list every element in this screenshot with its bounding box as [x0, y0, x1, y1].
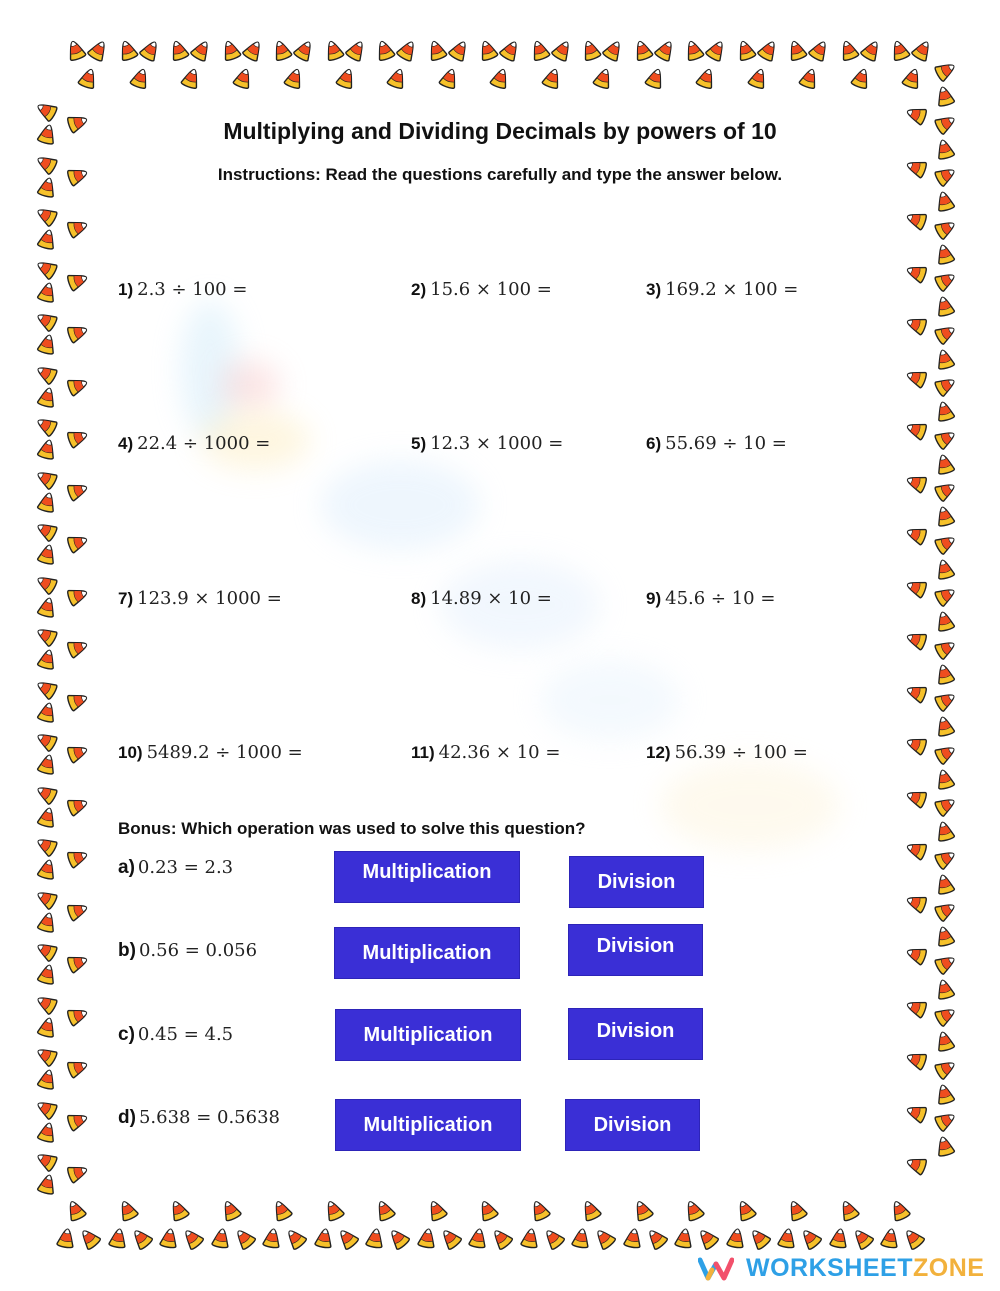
question-expression: 5489.2 ÷ 1000 = — [146, 742, 303, 763]
logo-text-worksheet: WORKSHEET — [746, 1254, 913, 1282]
instructions: Instructions: Read the questions carefully and type the answer below. — [217, 165, 783, 184]
candy-corn-icon — [749, 1228, 771, 1250]
candy-corn-icon — [66, 847, 88, 869]
candy-corn-icon — [934, 1110, 956, 1132]
candy-corn-icon — [283, 68, 305, 90]
question-expression: 55.69 ÷ 10 = — [665, 433, 787, 454]
question-4 — [118, 432, 270, 455]
candy-corn-icon — [36, 282, 58, 304]
candy-corn-icon — [906, 262, 928, 284]
candy-corn-icon — [438, 68, 460, 90]
candy-corn-icon — [934, 270, 956, 292]
candy-corn-icon — [66, 532, 88, 554]
candy-corn-icon — [808, 40, 830, 62]
candy-corn-icon — [906, 682, 928, 704]
bonus-question-b — [118, 940, 257, 962]
candy-corn-icon — [66, 427, 88, 449]
candy-corn-icon — [934, 401, 956, 423]
candy-corn-icon — [934, 979, 956, 1001]
candy-corn-icon — [889, 40, 911, 62]
candy-corn-icon — [293, 40, 315, 62]
candy-corn-icon — [592, 68, 614, 90]
candy-corn-icon — [323, 1200, 345, 1222]
bonus-c-multiplication-button[interactable]: Multiplication — [335, 1009, 521, 1061]
question-10 — [118, 741, 303, 764]
candy-corn-icon — [66, 375, 88, 397]
candy-corn-icon — [388, 1228, 410, 1250]
question-expression: 15.6 × 100 = — [430, 279, 552, 300]
candy-corn-icon — [695, 68, 717, 90]
worksheetzone-logo — [698, 1254, 984, 1283]
candy-corn-icon — [36, 439, 58, 461]
candy-corn-icon — [543, 1228, 565, 1250]
candy-corn-icon — [580, 1200, 602, 1222]
candy-corn-icon — [800, 1228, 822, 1250]
bonus-a-multiplication-button[interactable]: Multiplication — [334, 851, 520, 903]
candy-corn-icon — [271, 1200, 293, 1222]
bonus-question-expression: 0.45 = 4.5 — [137, 1024, 234, 1045]
candy-corn-icon — [386, 68, 408, 90]
candy-corn-icon — [36, 1174, 58, 1196]
bonus-b-multiplication-button[interactable]: Multiplication — [334, 927, 520, 979]
question-12 — [646, 741, 808, 764]
candy-corn-icon — [934, 926, 956, 948]
bonus-b-division-button[interactable]: Division — [568, 924, 703, 976]
candy-corn-icon — [852, 1228, 874, 1250]
candy-corn-icon — [168, 1200, 190, 1222]
candy-corn-icon — [168, 40, 190, 62]
candy-corn-icon — [906, 367, 928, 389]
candy-corn-icon — [36, 940, 58, 962]
candy-corn-icon — [906, 629, 928, 651]
question-number: 7) — [118, 589, 134, 608]
candy-corn-icon — [345, 40, 367, 62]
candy-corn-icon — [491, 1228, 513, 1250]
candy-corn-icon — [66, 637, 88, 659]
candy-corn-icon — [934, 191, 956, 213]
candy-corn-icon — [158, 1228, 180, 1250]
candy-corn-icon — [934, 349, 956, 371]
candy-corn-icon — [934, 244, 956, 266]
candy-corn-icon — [934, 716, 956, 738]
candy-corn-icon — [66, 1057, 88, 1079]
candy-corn-icon — [570, 1228, 592, 1250]
candy-corn-icon — [36, 1122, 58, 1144]
candy-corn-icon — [901, 68, 923, 90]
candy-corn-icon — [66, 1110, 88, 1132]
candy-corn-icon — [906, 1049, 928, 1071]
candy-corn-icon — [838, 40, 860, 62]
candy-corn-icon — [776, 1228, 798, 1250]
candy-corn-icon — [906, 1102, 928, 1124]
candy-corn-icon — [906, 892, 928, 914]
candy-corn-icon — [725, 1228, 747, 1250]
candy-corn-icon — [529, 40, 551, 62]
question-number: 11) — [411, 743, 435, 762]
candy-corn-icon — [673, 1228, 695, 1250]
candy-corn-icon — [66, 480, 88, 502]
question-expression: 12.3 × 1000 = — [430, 433, 564, 454]
question-expression: 56.39 ÷ 100 = — [674, 742, 808, 763]
candy-corn-icon — [77, 68, 99, 90]
question-number: 5) — [411, 434, 427, 453]
question-expression: 2.3 ÷ 100 = — [137, 279, 248, 300]
candy-corn-icon — [36, 678, 58, 700]
candy-corn-icon — [632, 1200, 654, 1222]
candy-corn-icon — [66, 900, 88, 922]
candy-corn-icon — [36, 387, 58, 409]
candy-corn-icon — [36, 964, 58, 986]
candy-corn-icon — [416, 1228, 438, 1250]
question-number: 2) — [411, 280, 427, 299]
candy-corn-icon — [906, 734, 928, 756]
bonus-question-label: a) — [118, 857, 135, 878]
candy-corn-icon — [182, 1228, 204, 1250]
candy-corn-icon — [683, 40, 705, 62]
candy-corn-icon — [36, 573, 58, 595]
question-expression: 22.4 ÷ 1000 = — [137, 433, 271, 454]
candy-corn-icon — [934, 638, 956, 660]
bonus-question-label: c) — [118, 1024, 135, 1045]
question-number: 8) — [411, 589, 427, 608]
candy-corn-icon — [374, 1200, 396, 1222]
candy-corn-icon — [117, 1200, 139, 1222]
question-2 — [411, 278, 552, 301]
candy-corn-icon — [36, 730, 58, 752]
candy-corn-icon — [860, 40, 882, 62]
candy-corn-icon — [705, 40, 727, 62]
candy-corn-icon — [36, 334, 58, 356]
candy-corn-icon — [210, 1228, 232, 1250]
bonus-question-a — [118, 857, 233, 879]
candy-corn-icon — [66, 270, 88, 292]
candy-corn-icon — [906, 472, 928, 494]
candy-corn-icon — [934, 506, 956, 528]
candy-corn-icon — [467, 1228, 489, 1250]
candy-corn-icon — [934, 559, 956, 581]
page-title: Multiplying and Dividing Decimals by powers of 10 — [223, 118, 777, 144]
candy-corn-icon — [934, 323, 956, 345]
candy-corn-icon — [906, 524, 928, 546]
candy-corn-icon — [261, 1228, 283, 1250]
candy-corn-icon — [906, 944, 928, 966]
candy-corn-icon — [632, 40, 654, 62]
candy-corn-icon — [906, 577, 928, 599]
candy-corn-icon — [934, 848, 956, 870]
candy-corn-icon — [934, 690, 956, 712]
candy-corn-icon — [934, 428, 956, 450]
candy-corn-icon — [285, 1228, 307, 1250]
candy-corn-icon — [36, 1017, 58, 1039]
candy-corn-icon — [934, 1136, 956, 1158]
question-6 — [646, 432, 787, 455]
candy-corn-icon — [220, 40, 242, 62]
candy-corn-icon — [644, 68, 666, 90]
candy-corn-icon — [65, 40, 87, 62]
question-expression: 45.6 ÷ 10 = — [665, 588, 776, 609]
logo-text-zone: ZONE — [913, 1254, 985, 1282]
candy-corn-icon — [906, 419, 928, 441]
candy-corn-icon — [934, 743, 956, 765]
candy-corn-icon — [757, 40, 779, 62]
candy-corn-icon — [66, 952, 88, 974]
bonus-question-expression: 0.23 = 2.3 — [137, 857, 234, 878]
candy-corn-icon — [477, 1200, 499, 1222]
candy-corn-icon — [36, 363, 58, 385]
question-expression: 169.2 × 100 = — [665, 279, 799, 300]
candy-corn-icon — [448, 40, 470, 62]
candy-corn-icon — [36, 1069, 58, 1091]
bonus-a-division-button[interactable]: Division — [569, 856, 704, 908]
candy-corn-icon — [850, 68, 872, 90]
candy-corn-icon — [934, 1005, 956, 1027]
bonus-question-expression: 5.638 = 0.5638 — [138, 1107, 280, 1128]
candy-corn-icon — [364, 1228, 386, 1250]
candy-corn-icon — [36, 492, 58, 514]
candy-corn-icon — [934, 480, 956, 502]
candy-corn-icon — [934, 1058, 956, 1080]
candy-corn-icon — [36, 1150, 58, 1172]
candy-corn-icon — [477, 40, 499, 62]
question-8 — [411, 587, 552, 610]
candy-corn-icon — [190, 40, 212, 62]
candy-corn-icon — [396, 40, 418, 62]
candy-corn-icon — [622, 1228, 644, 1250]
candy-corn-icon — [36, 205, 58, 227]
candy-corn-icon — [735, 40, 757, 62]
candy-corn-icon — [271, 40, 293, 62]
candy-corn-icon — [36, 1098, 58, 1120]
candy-corn-icon — [36, 415, 58, 437]
candy-corn-icon — [36, 888, 58, 910]
candy-corn-icon — [646, 1228, 668, 1250]
candy-corn-icon — [36, 597, 58, 619]
candy-corn-icon — [828, 1228, 850, 1250]
bonus-d-multiplication-button[interactable]: Multiplication — [335, 1099, 521, 1151]
candy-corn-icon — [66, 795, 88, 817]
candy-corn-icon — [499, 40, 521, 62]
candy-corn-icon — [129, 68, 151, 90]
candy-corn-icon — [934, 664, 956, 686]
candy-corn-icon — [934, 1084, 956, 1106]
candy-corn-icon — [36, 258, 58, 280]
logo-w-icon — [698, 1256, 734, 1282]
candy-corn-icon — [66, 585, 88, 607]
question-1 — [118, 278, 247, 301]
candy-corn-icon — [36, 835, 58, 857]
candy-corn-icon — [337, 1228, 359, 1250]
candy-corn-icon — [426, 40, 448, 62]
candy-corn-icon — [131, 1228, 153, 1250]
candy-corn-icon — [786, 1200, 808, 1222]
question-number: 1) — [118, 280, 134, 299]
candy-corn-icon — [65, 1200, 87, 1222]
candy-corn-icon — [906, 314, 928, 336]
candy-corn-icon — [66, 742, 88, 764]
candy-corn-icon — [934, 795, 956, 817]
candy-corn-icon — [36, 783, 58, 805]
candy-corn-icon — [903, 1228, 925, 1250]
candy-corn-icon — [36, 544, 58, 566]
candy-corn-icon — [934, 821, 956, 843]
candy-corn-icon — [36, 702, 58, 724]
question-number: 9) — [646, 589, 662, 608]
candy-corn-icon — [180, 68, 202, 90]
candy-corn-icon — [79, 1228, 101, 1250]
candy-corn-icon — [934, 611, 956, 633]
question-7 — [118, 587, 282, 610]
candy-corn-icon — [117, 40, 139, 62]
candy-corn-icon — [440, 1228, 462, 1250]
candy-corn-icon — [747, 68, 769, 90]
candy-corn-icon — [934, 874, 956, 896]
question-expression: 14.89 × 10 = — [430, 588, 552, 609]
question-number: 10) — [118, 743, 143, 762]
candy-corn-icon — [66, 1005, 88, 1027]
candy-corn-icon — [580, 40, 602, 62]
candy-corn-icon — [36, 993, 58, 1015]
bonus-c-division-button[interactable]: Division — [568, 1008, 703, 1060]
candy-corn-icon — [66, 322, 88, 344]
candy-corn-icon — [519, 1228, 541, 1250]
candy-corn-icon — [66, 1162, 88, 1184]
candy-corn-icon — [36, 807, 58, 829]
candy-corn-icon — [602, 40, 624, 62]
candy-corn-icon — [36, 912, 58, 934]
candy-corn-icon — [529, 1200, 551, 1222]
candy-corn-icon — [36, 1045, 58, 1067]
candy-corn-icon — [66, 217, 88, 239]
candy-corn-icon — [36, 859, 58, 881]
candy-corn-icon — [66, 690, 88, 712]
candy-corn-icon — [36, 520, 58, 542]
question-number: 6) — [646, 434, 662, 453]
candy-corn-icon — [697, 1228, 719, 1250]
candy-corn-icon — [313, 1228, 335, 1250]
candy-corn-icon — [489, 68, 511, 90]
question-9 — [646, 587, 775, 610]
candy-corn-icon — [374, 40, 396, 62]
question-expression: 42.36 × 10 = — [438, 742, 561, 763]
candy-corn-icon — [906, 997, 928, 1019]
bonus-heading: Bonus: Which operation was used to solve this question? — [118, 819, 586, 838]
question-11 — [411, 741, 560, 764]
candy-corn-icon — [36, 754, 58, 776]
bonus-question-label: b) — [118, 940, 136, 961]
candy-corn-icon — [838, 1200, 860, 1222]
candy-corn-icon — [232, 68, 254, 90]
candy-corn-icon — [55, 1228, 77, 1250]
candy-corn-icon — [934, 585, 956, 607]
question-5 — [411, 432, 563, 455]
candy-corn-icon — [934, 218, 956, 240]
question-expression: 123.9 × 1000 = — [137, 588, 282, 609]
candy-corn-icon — [335, 68, 357, 90]
candy-corn-icon — [36, 649, 58, 671]
candy-corn-icon — [786, 40, 808, 62]
candy-corn-icon — [234, 1228, 256, 1250]
candy-corn-icon — [220, 1200, 242, 1222]
question-3 — [646, 278, 798, 301]
candy-corn-icon — [889, 1200, 911, 1222]
candy-corn-icon — [911, 40, 933, 62]
candy-corn-icon — [934, 86, 956, 108]
candy-corn-icon — [735, 1200, 757, 1222]
question-number: 4) — [118, 434, 134, 453]
candy-corn-icon — [551, 40, 573, 62]
candy-corn-icon — [654, 40, 676, 62]
candy-corn-icon — [107, 1228, 129, 1250]
candy-corn-icon — [36, 625, 58, 647]
candy-corn-icon — [87, 40, 109, 62]
bonus-question-c — [118, 1024, 233, 1046]
candy-corn-icon — [906, 839, 928, 861]
candy-corn-icon — [541, 68, 563, 90]
candy-corn-icon — [934, 900, 956, 922]
candy-corn-icon — [906, 209, 928, 231]
candy-corn-icon — [242, 40, 264, 62]
candy-corn-icon — [906, 1154, 928, 1176]
bonus-question-expression: 0.56 = 0.056 — [138, 940, 258, 961]
candy-corn-icon — [906, 787, 928, 809]
candy-corn-icon — [934, 953, 956, 975]
question-number: 3) — [646, 280, 662, 299]
bonus-d-division-button[interactable]: Division — [565, 1099, 700, 1151]
candy-corn-icon — [934, 296, 956, 318]
candy-corn-icon — [36, 229, 58, 251]
candy-corn-icon — [934, 454, 956, 476]
candy-corn-icon — [594, 1228, 616, 1250]
candy-corn-icon — [798, 68, 820, 90]
candy-corn-icon — [934, 533, 956, 555]
bonus-question-label: d) — [118, 1107, 136, 1128]
candy-corn-icon — [36, 310, 58, 332]
candy-corn-icon — [323, 40, 345, 62]
candy-corn-icon — [683, 1200, 705, 1222]
candy-corn-icon — [934, 60, 956, 82]
question-number: 12) — [646, 743, 671, 762]
candy-corn-icon — [426, 1200, 448, 1222]
candy-corn-icon — [139, 40, 161, 62]
candy-corn-icon — [879, 1228, 901, 1250]
bonus-question-d — [118, 1107, 280, 1129]
candy-corn-icon — [934, 375, 956, 397]
candy-corn-icon — [934, 769, 956, 791]
candy-corn-icon — [934, 1031, 956, 1053]
candy-corn-icon — [36, 468, 58, 490]
